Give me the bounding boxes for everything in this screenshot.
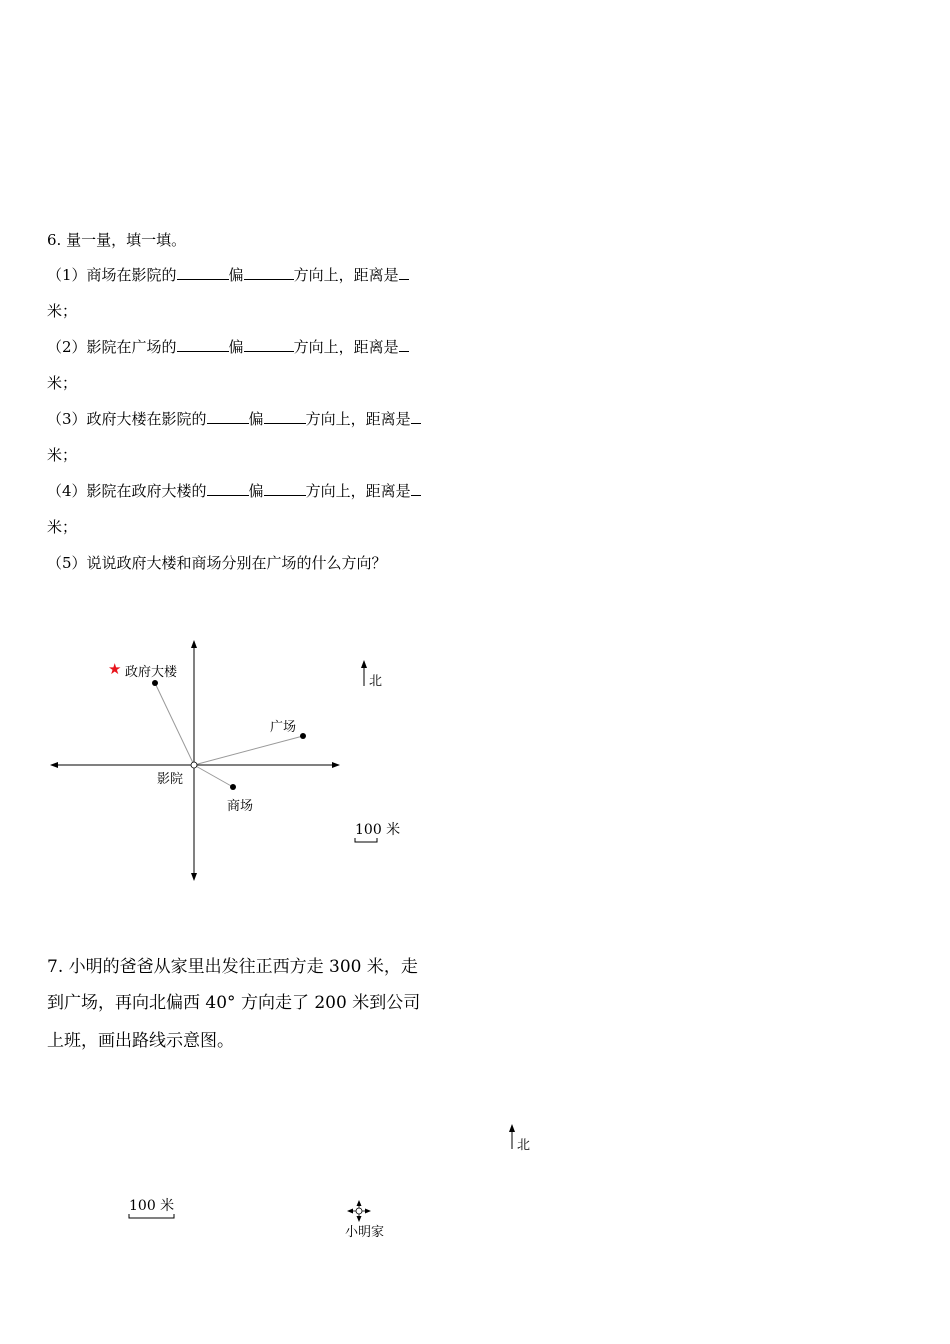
q6-item-4-prefix: （4）影院在政府大楼的 <box>47 482 207 500</box>
q7-line-2: 到广场，再向北偏西 40° 方向走了 200 米到公司 <box>47 993 421 1013</box>
q6-item-3-mid: 偏 <box>248 410 264 428</box>
q6-item-4-mid: 偏 <box>248 482 264 500</box>
q6-item-3-suffix: 方向上，距离是 <box>305 410 411 428</box>
q6-item-5: （5）说说政府大楼和商场分别在广场的什么方向？ <box>47 554 387 572</box>
north-label: 北 <box>369 674 383 689</box>
home-compass-icon <box>348 1201 370 1221</box>
q6-item-2-unit: 米； <box>47 374 78 392</box>
cinema-label: 影院 <box>157 772 184 787</box>
home-label: 小明家 <box>345 1225 385 1240</box>
q6-item-1-mid: 偏 <box>228 266 244 284</box>
mall-label: 商场 <box>227 799 254 814</box>
q6-item-1-unit: 米； <box>47 302 78 320</box>
q7-line-1: 7. 小明的爸爸从家里出发往正西方走 300 米，走 <box>47 957 418 977</box>
q6-item-4-suffix: 方向上，距离是 <box>305 482 411 500</box>
q6-item-2-prefix: （2）影院在广场的 <box>47 338 177 356</box>
q6-item-1-prefix: （1）商场在影院的 <box>47 266 177 284</box>
q6-item-4-unit: 米； <box>47 518 78 536</box>
star-icon: ★ <box>108 660 122 678</box>
q7-line-3: 上班，画出路线示意图。 <box>47 1031 234 1051</box>
square-label: 广场 <box>270 720 297 735</box>
scale-label: 100 米 <box>355 822 401 838</box>
q6-title: 6. 量一量，填一填。 <box>47 231 187 249</box>
q6-item-3-unit: 米； <box>47 446 78 464</box>
q7-north-label: 北 <box>517 1138 531 1153</box>
q6-item-3-prefix: （3）政府大楼在影院的 <box>47 410 207 428</box>
q7-scale-label: 100 米 <box>129 1198 175 1214</box>
q6-item-2-mid: 偏 <box>228 338 244 356</box>
q6-item-2-suffix: 方向上，距离是 <box>293 338 399 356</box>
q6-item-1-suffix: 方向上，距离是 <box>293 266 399 284</box>
gov-label: 政府大楼 <box>125 665 178 680</box>
